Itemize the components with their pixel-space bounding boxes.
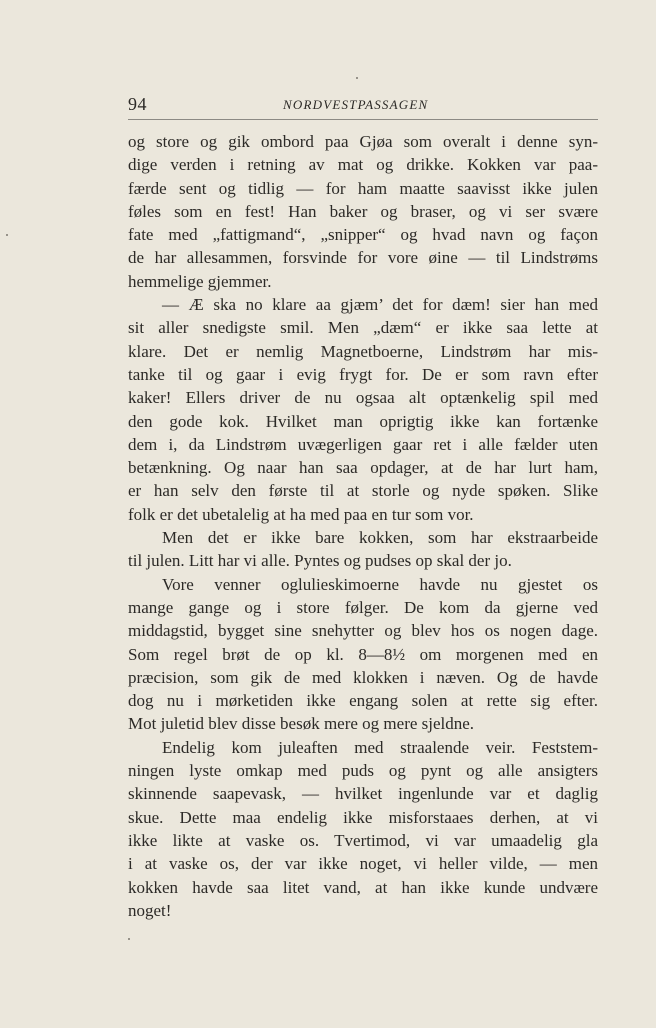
text-line: ningen lyste omkap med puds og pynt og alle ansigters xyxy=(128,761,598,781)
text-line: skinnende saapevask, — hvilket ingenlunde var et daglig xyxy=(128,784,598,804)
paragraph xyxy=(128,293,598,526)
text-line: fate med „fattigmand“, „snipper“ og hvad navn og façon xyxy=(128,225,598,245)
text-line: Vore venner oglulieskimoerne havde nu gjestet os xyxy=(162,574,598,594)
scan-speck xyxy=(356,77,358,79)
text-line: sit aller snedigste smil. Men „dæm“ er ikke saa lette at xyxy=(128,318,598,338)
text-line: Mot juletid blev disse besøk mere og mere sjeldne. xyxy=(128,714,475,734)
text-line: og store og gik ombord paa Gjøa som overalt i denne syn- xyxy=(128,132,598,151)
page-header xyxy=(128,93,598,120)
text-line: hemmelige gjemmer. xyxy=(128,271,272,291)
paragraph xyxy=(128,130,598,293)
text-line: Men det er ikke bare kokken, som har ekstraarbeide xyxy=(162,528,598,548)
text-line: middagstid, bygget sine snehytter og blev hos os nogen dage. xyxy=(128,621,598,641)
paragraph xyxy=(128,573,598,736)
text-line: den gode kok. Hvilket man oprigtig ikke kan fortænke xyxy=(128,411,598,431)
text-line: dog nu i mørketiden ikke engang solen at rette sig efter. xyxy=(128,691,598,711)
text-line: færde sent og tidlig — for ham maatte saavisst ikke julen xyxy=(128,178,598,198)
text-line: dem i, da Lindstrøm uvægerligen gaar ret i alle fælder uten xyxy=(128,434,598,454)
text-line: præcision, som gik de med klokken i næven. Og de havde xyxy=(128,667,598,687)
text-line: kaker! Ellers driver de nu ogsaa alt optænkelig spil med xyxy=(128,388,598,408)
scan-speck xyxy=(128,938,130,940)
text-line: skue. Dette maa endelig ikke misforstaaes derhen, at vi xyxy=(128,807,598,827)
text-line: — Æ ska no klare aa gjæm’ det for dæm! sier han med xyxy=(162,295,598,315)
text-line: til julen. Litt har vi alle. Pyntes og pudses op skal der jo. xyxy=(128,551,512,571)
text-line: Som regel brøt de op kl. 8—8½ om morgenen med en xyxy=(128,644,598,664)
text-line: mange gange og i store følger. De kom da gjerne ved xyxy=(128,597,598,617)
scan-speck xyxy=(6,234,8,236)
text-line: folk er det ubetalelig at ha med paa en tur som vor. xyxy=(128,504,474,524)
text-line: er han selv den første til at storle og nyde spøken. Slike xyxy=(128,481,598,501)
text-line: klare. Det er nemlig Magnetboerne, Lindstrøm har mis- xyxy=(128,341,598,361)
text-line: i at vaske os, der var ikke noget, vi heller vilde, — men xyxy=(128,854,598,874)
running-title: NORDVESTPASSAGEN xyxy=(283,97,429,112)
text-line: tanke til og gaar i evig frygt for. De er som ravn efter xyxy=(128,364,598,384)
text-line: kokken havde saa litet vand, at han ikke kunde undvære xyxy=(128,877,598,897)
text-line: Endelig kom juleaften med straalende veir. Feststem- xyxy=(162,737,598,757)
text-line: de har allesammen, forsvinde for vore øine — til Lindstrøms xyxy=(128,248,598,268)
page-number: 94 xyxy=(128,94,147,114)
text-line: ikke likte at vaske os. Tvertimod, vi var umaadelig gla xyxy=(128,830,598,850)
paragraph xyxy=(128,526,598,573)
text-line: dige verden i retning av mat og drikke. Kokken var paa- xyxy=(128,155,598,175)
text-line: føles som en fest! Han baker og braser, og vi ser svære xyxy=(128,201,598,221)
paragraph xyxy=(128,736,598,922)
text-line: betænkning. Og naar han saa opdager, at de har lurt ham, xyxy=(128,458,598,478)
body-text xyxy=(128,130,598,922)
text-line: noget! xyxy=(128,900,172,920)
